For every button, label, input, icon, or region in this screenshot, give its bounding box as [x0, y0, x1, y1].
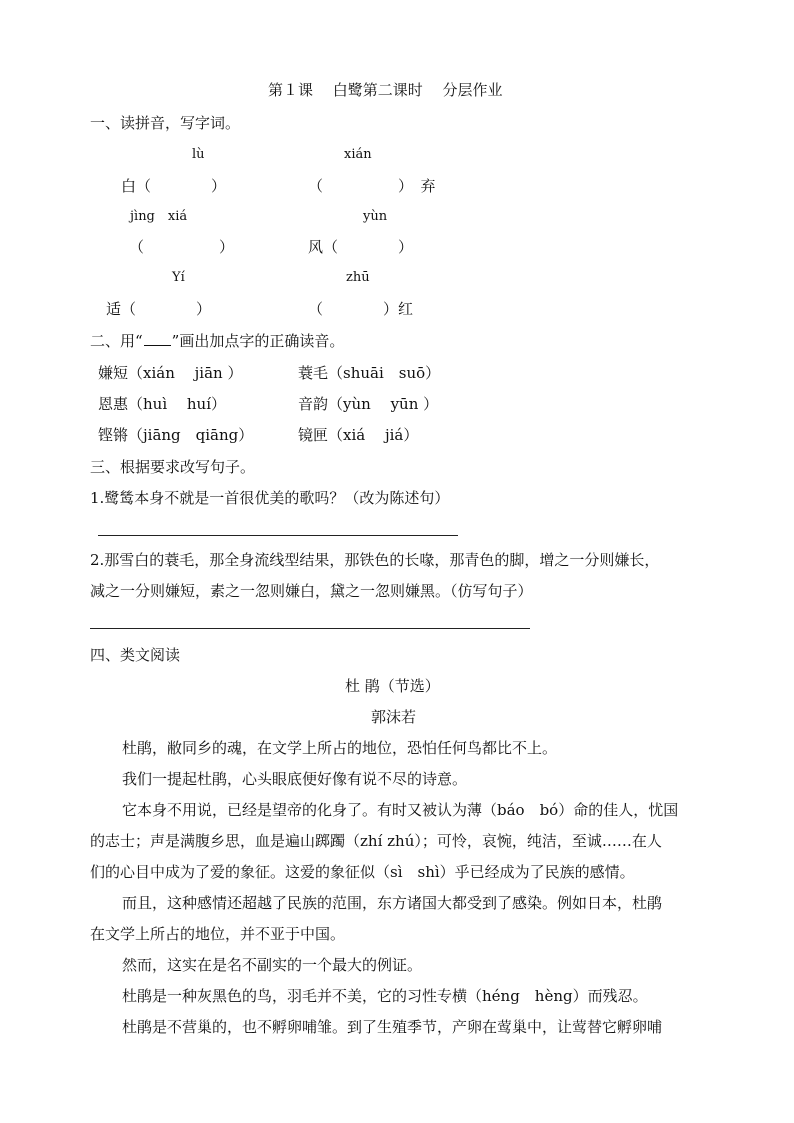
- article-line: 然而，这实在是名不副实的一个最大的例证。: [122, 956, 423, 974]
- word-blank-3[interactable]: （ ）: [129, 238, 235, 256]
- reading-item-4[interactable]: 音韵（yùn yūn ）: [298, 395, 439, 413]
- article-line: 的志士；声是满腹乡思，血是遍山踯躅（zhí zhú）；可怜，哀惋，纯洁，至诚……在人: [90, 832, 662, 850]
- word-blank-5[interactable]: 适（ ）: [106, 300, 212, 318]
- question-1: 1.鹭鸶本身不就是一首很优美的歌吗？（改为陈述句）: [90, 489, 450, 507]
- word-blank-6[interactable]: （ ）红: [308, 300, 414, 318]
- pinyin-zhu: zhū: [346, 270, 370, 285]
- pinyin-yi: Yí: [172, 270, 185, 285]
- reading-item-6[interactable]: 镜匣（xiá jiá）: [298, 426, 419, 444]
- pinyin-xian: xián: [344, 147, 372, 162]
- reading-item-5[interactable]: 铿锵（jiāng qiāng）: [98, 426, 254, 444]
- reading-item-3[interactable]: 恩惠（huì huí）: [98, 395, 227, 413]
- article-line: 在文学上所占的地位，并不亚于中国。: [90, 925, 346, 943]
- word-blank-2[interactable]: （ ） 弃: [308, 177, 436, 195]
- article-line: 而且，这种感情还超越了民族的范围，东方诸国大都受到了感染。例如日本，杜鹃: [122, 894, 663, 912]
- pinyin-lu: lù: [192, 147, 205, 162]
- reading-item-2[interactable]: 蓑毛（shuāi suō）: [298, 364, 441, 382]
- pinyin-yun: yùn: [363, 209, 388, 224]
- word-blank-1[interactable]: 白（ ）: [121, 177, 227, 195]
- article-author: 郭沫若: [371, 708, 417, 726]
- article-line: 杜鹃，敝同乡的魂，在文学上所占的地位，恐怕任何鸟都比不上。: [122, 739, 558, 757]
- section-3-heading: 三、根据要求改写句子。: [90, 458, 256, 476]
- answer-line-1[interactable]: [98, 535, 458, 536]
- article-line: 们的心目中成为了爱的象征。这爱的象征似（sì shì）乎已经成为了民族的感情。: [90, 863, 635, 881]
- article-line: 它本身不用说，已经是望帝的化身了。有时又被认为薄（báo bó）命的佳人，忧国: [122, 801, 679, 819]
- section-4-heading: 四、类文阅读: [90, 646, 181, 664]
- pinyin-jingxia: jìng xiá: [130, 209, 188, 224]
- page-title: 第１课 白鹭第二课时 分层作业: [268, 81, 503, 99]
- section-2-heading-end: ”画出加点字的正确读音。: [171, 332, 345, 350]
- section-2-heading-start: 二、用“: [90, 332, 143, 350]
- article-line: 杜鹃是一种灰黑色的鸟，羽毛并不美，它的习性专横（héng hèng）而残忍。: [122, 987, 648, 1005]
- question-2-line-1: 2.那雪白的蓑毛，那全身流线型结果，那铁色的长喙，那青色的脚，增之一分则嫌长，: [90, 551, 660, 569]
- section-1-heading: 一、读拼音，写字词。: [90, 114, 241, 132]
- article-title: 杜 鹃（节选）: [345, 677, 440, 695]
- article-line: 我们一提起杜鹃，心头眼底便好像有说不尽的诗意。: [122, 770, 468, 788]
- question-2-line-2: 减之一分则嫌短，素之一忽则嫌白，黛之一忽则嫌黑。（仿写句子）: [90, 582, 533, 600]
- article-line: 杜鹃是不营巢的，也不孵卵哺雏。到了生殖季节，产卵在莺巢中，让莺替它孵卵哺: [122, 1018, 663, 1036]
- answer-line-2[interactable]: [90, 628, 530, 629]
- word-blank-4[interactable]: 风（ ）: [308, 238, 414, 256]
- underline-sample: [144, 332, 171, 346]
- reading-item-1[interactable]: 嫌短（xián jiān ）: [98, 364, 243, 382]
- section-2-heading: [90, 331, 344, 351]
